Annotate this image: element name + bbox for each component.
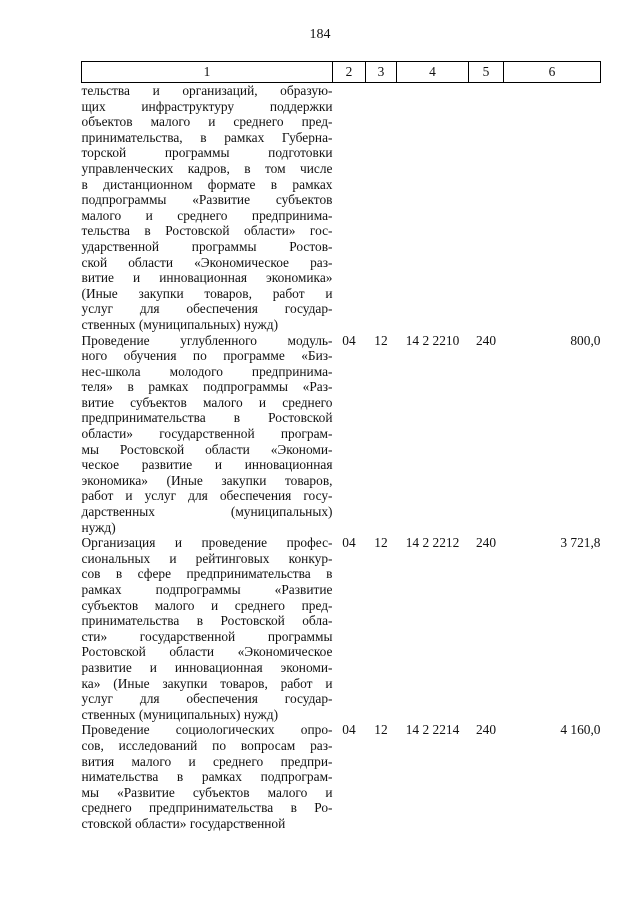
description-line: мы Ростовской области «Экономи- [81, 441, 333, 457]
description-line: нужд) [81, 519, 116, 535]
expense-type-code [469, 83, 504, 333]
description-line: предпринимательства в Ростовской [81, 410, 333, 426]
row-description [82, 333, 333, 536]
amount: 800,0 [570, 332, 601, 348]
table-row [82, 83, 601, 333]
table-header-row [82, 62, 601, 83]
expense-type-code: 240 [475, 332, 497, 348]
description-line: вития малого и среднего предпри- [81, 753, 333, 769]
row-description [82, 722, 333, 831]
description-line: услуг для обеспечения государ- [81, 691, 333, 707]
description-line: витие субъектов малого и среднего [81, 394, 333, 410]
amount: 4 160,0 [560, 722, 601, 738]
description-line: Организация и проведение профес- [81, 535, 333, 551]
description-line: Проведение углубленного модуль- [81, 332, 333, 348]
description-line: принимательства в Ростовской обла- [81, 613, 333, 629]
table-row [82, 333, 601, 536]
expense-type-code: 240 [475, 722, 497, 738]
page-number: 184 [309, 27, 331, 42]
description-line: ственных (муниципальных) нужд) [81, 706, 279, 722]
budget-table [81, 61, 601, 832]
description-line: рамках подпрограммы «Развитие [81, 582, 333, 597]
amount: 3 721,8 [560, 535, 601, 551]
column-header: 1 [82, 62, 333, 83]
description-line: Ростовской области «Экономическое [81, 644, 333, 660]
description-line: услуг для обеспечения государ- [81, 301, 333, 317]
description-line: субъектов малого и среднего пред- [81, 597, 333, 613]
subsection-code [366, 83, 397, 333]
description-line: ного обучения по программе «Биз- [81, 348, 333, 364]
description-line: сов, исследований по вопросам раз- [81, 737, 333, 753]
section-code: 04 [342, 535, 356, 551]
description-line: (Иные закупки товаров, работ и [81, 285, 333, 301]
column-header: 2 [333, 62, 366, 83]
description-line: в дистанционном формате в рамках [81, 176, 333, 192]
column-header: 3 [366, 62, 397, 83]
description-line: ческое развитие и инновационная [81, 457, 333, 473]
table-row [82, 535, 601, 722]
expense-type-code: 240 [475, 535, 497, 551]
description-line: сов в сфере предпринимательства в [81, 566, 333, 582]
description-line: торской программы подготовки [81, 145, 333, 161]
description-line: области» государственной програм- [81, 426, 333, 442]
amount [504, 83, 601, 333]
description-line: ской области «Экономическое раз- [81, 254, 333, 270]
description-line: ственных (муниципальных) нужд) [81, 316, 279, 332]
description-line: экономика» (Иные закупки товаров, [81, 472, 333, 488]
target-article-code: 14 2 2214 [405, 722, 460, 738]
description-line: управленческих кадров, в том числе [81, 160, 333, 176]
description-line: тельства и организаций, образую- [81, 83, 333, 98]
description-line: ка» (Иные закупки товаров, работ и [81, 675, 333, 691]
column-header: 6 [504, 62, 601, 83]
row-description [82, 535, 333, 722]
subsection-code: 12 [374, 535, 388, 551]
target-article-code: 14 2 2212 [405, 535, 460, 551]
description-line: дарственных (муниципальных) [81, 504, 333, 520]
description-line: развитие и инновационная экономи- [81, 659, 333, 675]
description-line: принимательства, в рамках Губерна- [81, 129, 333, 145]
description-line: объектов малого и среднего пред- [81, 114, 333, 130]
description-line: теля» в рамках подпрограммы «Раз- [81, 379, 333, 395]
description-line: щих инфраструктуру поддержки [81, 98, 333, 114]
section-code [333, 83, 366, 333]
subsection-code: 12 [374, 332, 388, 348]
target-article-code: 14 2 2210 [405, 332, 460, 348]
description-line: работ и услуг для обеспечения госу- [81, 488, 333, 504]
description-line: сиональных и рейтинговых конкур- [81, 550, 333, 566]
description-line: стовской области» государственной [81, 815, 286, 831]
description-line: ударственной программы Ростов- [81, 238, 333, 254]
section-code: 04 [342, 332, 356, 348]
description-line: Проведение социологических опро- [81, 722, 333, 738]
description-line: нимательства в рамках подпрограм- [81, 769, 333, 785]
table-row [82, 722, 601, 831]
row-description [82, 83, 333, 333]
section-code: 04 [342, 722, 356, 738]
description-line: среднего предпринимательства в Ро- [81, 800, 333, 816]
description-line: мы «Развитие субъектов малого и [81, 784, 333, 800]
description-line: малого и среднего предпринима- [81, 207, 333, 223]
column-header: 4 [397, 62, 469, 83]
description-line: тельства в Ростовской области» гос- [81, 223, 333, 239]
description-line: сти» государственной программы [81, 628, 333, 644]
description-line: нес-школа молодого предпринима- [81, 363, 333, 379]
subsection-code: 12 [374, 722, 388, 738]
description-line: подпрограммы «Развитие субъектов [81, 192, 333, 208]
column-header: 5 [469, 62, 504, 83]
target-article-code [397, 83, 469, 333]
description-line: витие и инновационная экономика» [81, 270, 333, 286]
